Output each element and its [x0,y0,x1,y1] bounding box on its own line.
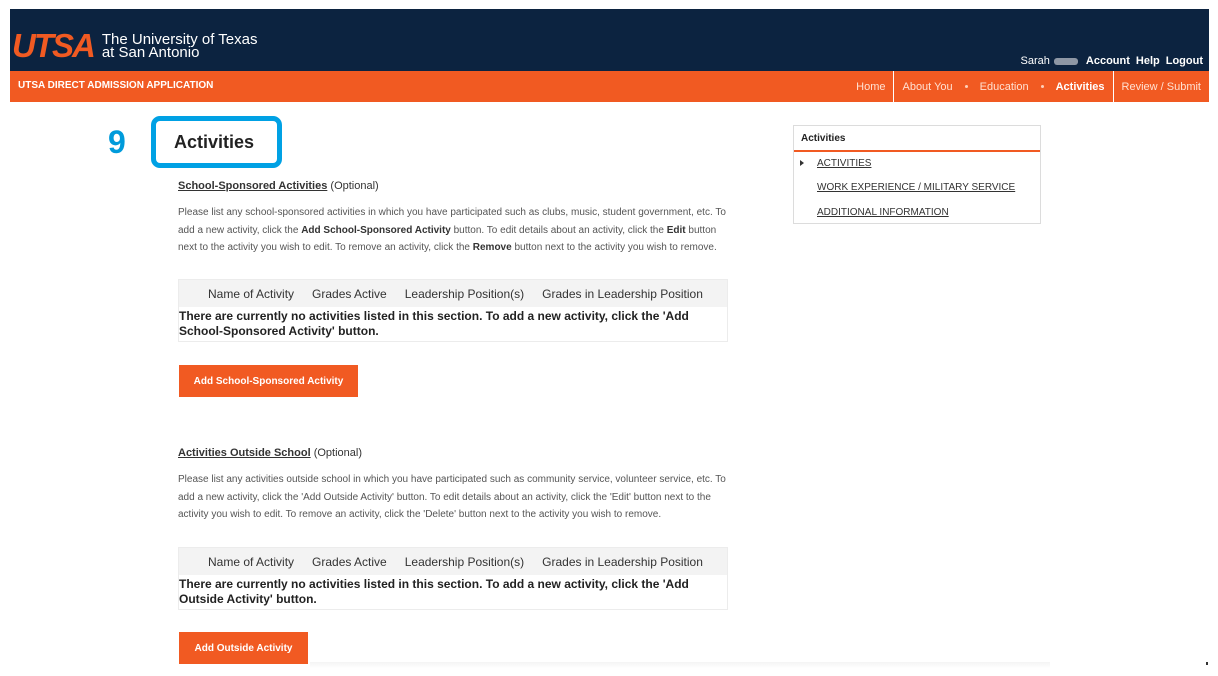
col-grades-in-leadership: Grades in Leadership Position [542,286,703,301]
scroll-indicator [1206,662,1208,665]
utsa-logo[interactable] [12,27,258,64]
top-header [10,9,1209,71]
account-link[interactable]: Account [1085,55,1130,67]
page-title: Activities [174,132,255,152]
instr-bold-edit: Edit [666,224,686,236]
redacted-surname [1054,58,1078,65]
col-leadership-positions: Leadership Position(s) [404,286,525,301]
outside-activities-instructions: Please list any activities outside school in which you have participated such as community service, volunteer service, etc. To add a new activity, click the 'Add Outside Activity' button. To edit details about an activity, click the 'Edit' button next to the activity you wish to edit. To remove an activity, click the 'Delete' button next to the activity you wish to remove. [178,474,726,520]
logo-line-1: The University of Texas [101,31,258,48]
empty-table-message: There are currently no activities listed in this section. To add a new activity, click the 'Add Outside Activity' button. [179,577,689,606]
table-header [179,548,727,575]
app-title: UTSA DIRECT ADMISSION APPLICATION [18,80,214,91]
school-activities-title: School-Sponsored Activities [178,180,328,192]
instr-bold-add: Add School-Sponsored Activity [301,224,451,236]
nav-activities[interactable]: Activities [1055,80,1105,93]
sidebar-item-work-experience[interactable]: WORK EXPERIENCE / MILITARY SERVICE [817,182,1016,193]
sidebar-item-additional-information[interactable]: ADDITIONAL INFORMATION [817,207,949,218]
logo-text [102,33,258,59]
col-grades-in-leadership: Grades in Leadership Position [542,554,703,569]
logo-line-2: at San Antonio [101,44,200,61]
step-number: 9 [108,124,126,160]
instr-text: Please list any school-sponsored activities in which you have participated such as clubs, music, student government, etc. To add a new activity, click the [178,207,726,236]
nav-dot [1041,85,1044,88]
sidebar-divider [794,150,1040,152]
optional-label: (Optional) [330,180,379,192]
add-outside-activity-button[interactable]: Add Outside Activity [179,632,308,664]
instr-text: button. To edit details about an activity, click the [450,224,667,236]
col-name-of-activity: Name of Activity [208,554,295,569]
col-grades-active: Grades Active [312,554,387,569]
main-navbar [10,71,1209,102]
instr-text: button next to the activity you wish to edit. To remove an activity, click the [178,224,717,253]
instr-bold-remove: Remove [472,242,512,253]
scroll-shadow [310,662,1050,668]
nav-items [848,71,1209,102]
nav-about-you[interactable]: About You [902,80,953,93]
outside-activities-table [178,547,728,610]
school-activities-table [178,279,728,342]
outside-activities-title: Activities Outside School [178,447,311,459]
nav-review-submit[interactable]: Review / Submit [1121,80,1201,93]
instr-text: button next to the activity you wish to remove. [511,242,717,253]
optional-label: (Optional) [313,447,362,459]
user-name: Sarah [1020,55,1050,67]
sidebar-item-activities[interactable]: ACTIVITIES [817,158,872,169]
nav-dot [965,85,968,88]
logout-link[interactable]: Logout [1165,55,1203,67]
col-leadership-positions: Leadership Position(s) [404,554,525,569]
user-links [1021,55,1209,67]
school-activities-heading [178,180,379,192]
col-grades-active: Grades Active [312,286,387,301]
add-school-sponsored-activity-button[interactable]: Add School-Sponsored Activity [179,365,358,397]
col-name-of-activity: Name of Activity [208,286,295,301]
sidebar-title: Activities [801,133,846,144]
empty-table-message: There are currently no activities listed in this section. To add a new activity, click the 'Add School-Sponsored Activity' button. [179,309,689,338]
page-title-highlight [151,116,282,168]
school-activities-instructions [178,204,730,257]
help-link[interactable]: Help [1135,55,1160,67]
nav-education[interactable]: Education [979,80,1029,93]
current-item-arrow-icon [800,160,804,166]
activities-sidebar [793,125,1041,224]
nav-home[interactable]: Home [856,80,886,93]
table-header [179,280,727,307]
outside-activities-heading [178,447,362,459]
logo-mark: UTSA [12,27,94,64]
